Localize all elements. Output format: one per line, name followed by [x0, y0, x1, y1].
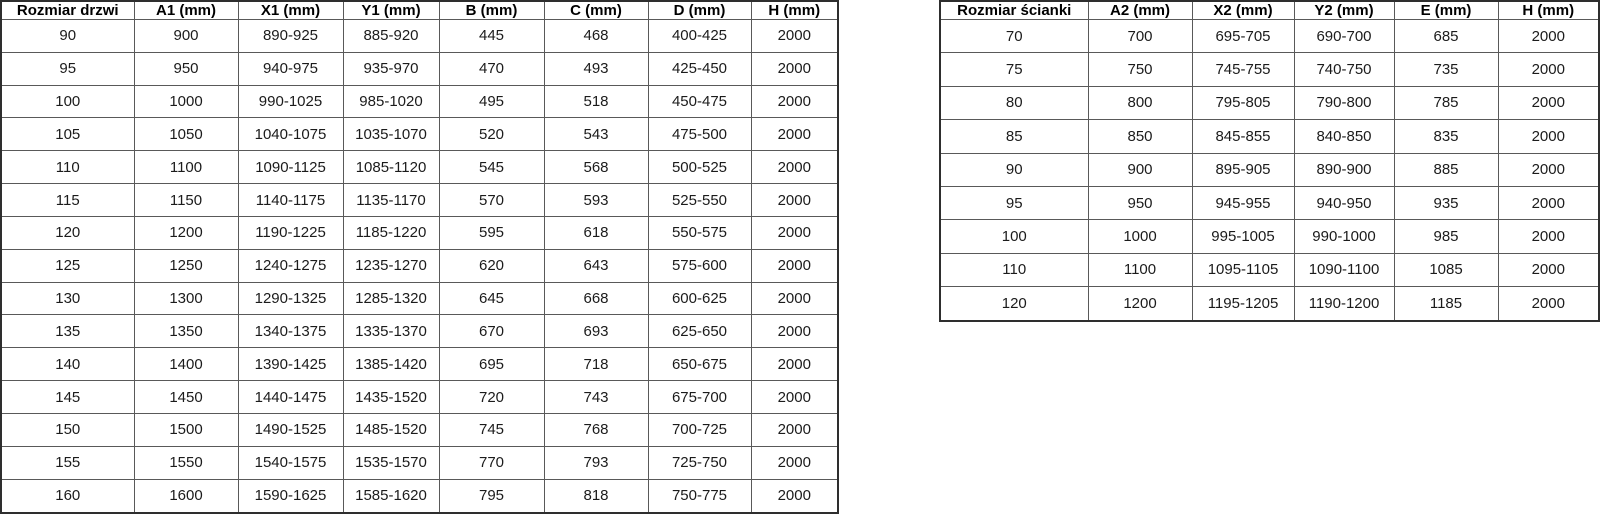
table-cell: 160 [1, 479, 134, 513]
table-cell: 100 [1, 85, 134, 118]
table-cell: 495 [439, 85, 544, 118]
table-cell: 1100 [134, 151, 238, 184]
table-row [940, 220, 1599, 253]
table-cell: 1235-1270 [343, 249, 439, 282]
table-cell: 940-950 [1294, 186, 1394, 219]
column-header: A1 (mm) [134, 1, 238, 20]
table-cell: 570 [439, 184, 544, 217]
table-row [940, 120, 1599, 153]
table-cell: 885-920 [343, 20, 439, 53]
column-header: Rozmiar drzwi [1, 1, 134, 20]
table-cell: 1000 [134, 85, 238, 118]
table-cell: 1550 [134, 446, 238, 479]
table-row [940, 86, 1599, 119]
table-cell: 2000 [1498, 287, 1599, 321]
table-cell: 835 [1394, 120, 1498, 153]
table-cell: 743 [544, 381, 648, 414]
table-cell: 840-850 [1294, 120, 1394, 153]
table-cell: 1040-1075 [238, 118, 343, 151]
table-cell: 425-450 [648, 52, 751, 85]
table-row [940, 186, 1599, 219]
door-table-header-row [1, 1, 838, 20]
table-cell: 568 [544, 151, 648, 184]
table-cell: 1085 [1394, 253, 1498, 286]
table-cell: 885 [1394, 153, 1498, 186]
table-cell: 1500 [134, 413, 238, 446]
table-cell: 468 [544, 20, 648, 53]
table-cell: 2000 [1498, 20, 1599, 53]
table-cell: 400-425 [648, 20, 751, 53]
table-cell: 2000 [1498, 120, 1599, 153]
table-cell: 90 [1, 20, 134, 53]
table-row [1, 118, 838, 151]
table-cell: 620 [439, 249, 544, 282]
table-cell: 1350 [134, 315, 238, 348]
table-row [940, 153, 1599, 186]
table-cell: 750-775 [648, 479, 751, 513]
table-cell: 95 [1, 52, 134, 85]
table-cell: 750 [1088, 53, 1192, 86]
column-header: Y1 (mm) [343, 1, 439, 20]
table-cell: 2000 [751, 446, 838, 479]
table-cell: 900 [134, 20, 238, 53]
table-cell: 2000 [751, 348, 838, 381]
column-header: D (mm) [648, 1, 751, 20]
column-header: Y2 (mm) [1294, 1, 1394, 20]
table-cell: 940-975 [238, 52, 343, 85]
table-cell: 95 [940, 186, 1088, 219]
table-cell: 518 [544, 85, 648, 118]
table-cell: 1400 [134, 348, 238, 381]
table-cell: 990-1000 [1294, 220, 1394, 253]
table-cell: 1440-1475 [238, 381, 343, 414]
column-header: H (mm) [1498, 1, 1599, 20]
table-cell: 1200 [134, 216, 238, 249]
table-cell: 80 [940, 86, 1088, 119]
table-cell: 600-625 [648, 282, 751, 315]
table-cell: 668 [544, 282, 648, 315]
table-cell: 2000 [751, 282, 838, 315]
table-cell: 1290-1325 [238, 282, 343, 315]
table-cell: 790-800 [1294, 86, 1394, 119]
table-cell: 850 [1088, 120, 1192, 153]
table-cell: 2000 [751, 249, 838, 282]
table-cell: 150 [1, 413, 134, 446]
table-cell: 1485-1520 [343, 413, 439, 446]
table-row [940, 20, 1599, 53]
table-cell: 1000 [1088, 220, 1192, 253]
table-cell: 670 [439, 315, 544, 348]
table-cell: 800 [1088, 86, 1192, 119]
table-cell: 110 [940, 253, 1088, 286]
table-cell: 115 [1, 184, 134, 217]
table-cell: 1240-1275 [238, 249, 343, 282]
table-cell: 745 [439, 413, 544, 446]
table-cell: 740-750 [1294, 53, 1394, 86]
table-cell: 990-1025 [238, 85, 343, 118]
table-cell: 2000 [751, 52, 838, 85]
table-row [1, 315, 838, 348]
table-cell: 1450 [134, 381, 238, 414]
table-row [1, 85, 838, 118]
table-cell: 793 [544, 446, 648, 479]
table-cell: 1250 [134, 249, 238, 282]
table-cell: 1190-1200 [1294, 287, 1394, 321]
table-cell: 575-600 [648, 249, 751, 282]
table-cell: 2000 [751, 315, 838, 348]
table-row [1, 20, 838, 53]
table-cell: 2000 [1498, 153, 1599, 186]
table-cell: 675-700 [648, 381, 751, 414]
table-row [1, 381, 838, 414]
table-cell: 1090-1125 [238, 151, 343, 184]
table-cell: 135 [1, 315, 134, 348]
table-cell: 890-925 [238, 20, 343, 53]
table-cell: 950 [134, 52, 238, 85]
table-cell: 695-705 [1192, 20, 1294, 53]
column-header: C (mm) [544, 1, 648, 20]
table-cell: 2000 [751, 85, 838, 118]
table-cell: 140 [1, 348, 134, 381]
table-cell: 110 [1, 151, 134, 184]
table-cell: 1590-1625 [238, 479, 343, 513]
table-row [940, 287, 1599, 321]
table-row [1, 216, 838, 249]
table-cell: 1150 [134, 184, 238, 217]
table-cell: 2000 [1498, 86, 1599, 119]
table-row [1, 348, 838, 381]
table-cell: 520 [439, 118, 544, 151]
table-cell: 1340-1375 [238, 315, 343, 348]
column-header: H (mm) [751, 1, 838, 20]
table-cell: 985 [1394, 220, 1498, 253]
table-cell: 1300 [134, 282, 238, 315]
table-cell: 618 [544, 216, 648, 249]
table-cell: 2000 [751, 184, 838, 217]
table-cell: 1435-1520 [343, 381, 439, 414]
table-cell: 2000 [751, 118, 838, 151]
column-header: B (mm) [439, 1, 544, 20]
table-cell: 2000 [1498, 253, 1599, 286]
table-cell: 2000 [751, 20, 838, 53]
table-cell: 125 [1, 249, 134, 282]
table-cell: 643 [544, 249, 648, 282]
table-cell: 155 [1, 446, 134, 479]
column-header: E (mm) [1394, 1, 1498, 20]
table-row [1, 151, 838, 184]
table-cell: 1195-1205 [1192, 287, 1294, 321]
table-cell: 593 [544, 184, 648, 217]
table-cell: 2000 [751, 216, 838, 249]
table-cell: 85 [940, 120, 1088, 153]
table-cell: 90 [940, 153, 1088, 186]
table-cell: 845-855 [1192, 120, 1294, 153]
table-cell: 950 [1088, 186, 1192, 219]
table-cell: 1185-1220 [343, 216, 439, 249]
table-cell: 1035-1070 [343, 118, 439, 151]
table-cell: 145 [1, 381, 134, 414]
table-cell: 2000 [751, 151, 838, 184]
table-cell: 795-805 [1192, 86, 1294, 119]
table-cell: 818 [544, 479, 648, 513]
table-cell: 935-970 [343, 52, 439, 85]
table-cell: 1535-1570 [343, 446, 439, 479]
table-cell: 785 [1394, 86, 1498, 119]
table-cell: 625-650 [648, 315, 751, 348]
table-cell: 2000 [1498, 220, 1599, 253]
table-cell: 735 [1394, 53, 1498, 86]
column-header: A2 (mm) [1088, 1, 1192, 20]
table-cell: 500-525 [648, 151, 751, 184]
table-cell: 795 [439, 479, 544, 513]
table-row [1, 249, 838, 282]
table-cell: 1100 [1088, 253, 1192, 286]
table-cell: 100 [940, 220, 1088, 253]
table-cell: 1285-1320 [343, 282, 439, 315]
table-cell: 1050 [134, 118, 238, 151]
table-cell: 1190-1225 [238, 216, 343, 249]
table-cell: 70 [940, 20, 1088, 53]
wall-size-table [939, 0, 1600, 322]
table-cell: 700-725 [648, 413, 751, 446]
table-cell: 1095-1105 [1192, 253, 1294, 286]
table-cell: 1390-1425 [238, 348, 343, 381]
table-cell: 2000 [751, 479, 838, 513]
table-cell: 1600 [134, 479, 238, 513]
table-row [1, 413, 838, 446]
table-cell: 1085-1120 [343, 151, 439, 184]
table-cell: 545 [439, 151, 544, 184]
column-header: X2 (mm) [1192, 1, 1294, 20]
table-cell: 1385-1420 [343, 348, 439, 381]
table-cell: 768 [544, 413, 648, 446]
table-cell: 75 [940, 53, 1088, 86]
table-cell: 1135-1170 [343, 184, 439, 217]
table-cell: 1090-1100 [1294, 253, 1394, 286]
table-cell: 725-750 [648, 446, 751, 479]
table-cell: 550-575 [648, 216, 751, 249]
table-cell: 1585-1620 [343, 479, 439, 513]
table-cell: 650-675 [648, 348, 751, 381]
table-cell: 525-550 [648, 184, 751, 217]
table-cell: 2000 [1498, 53, 1599, 86]
table-row [940, 253, 1599, 286]
table-cell: 2000 [1498, 186, 1599, 219]
table-cell: 1540-1575 [238, 446, 343, 479]
table-cell: 445 [439, 20, 544, 53]
table-cell: 2000 [751, 381, 838, 414]
table-cell: 595 [439, 216, 544, 249]
table-cell: 1185 [1394, 287, 1498, 321]
table-cell: 1490-1525 [238, 413, 343, 446]
table-cell: 935 [1394, 186, 1498, 219]
table-cell: 645 [439, 282, 544, 315]
table-cell: 945-955 [1192, 186, 1294, 219]
table-cell: 130 [1, 282, 134, 315]
table-cell: 720 [439, 381, 544, 414]
table-cell: 470 [439, 52, 544, 85]
table-cell: 120 [1, 216, 134, 249]
wall-table-header-row [940, 1, 1599, 20]
table-cell: 105 [1, 118, 134, 151]
table-cell: 475-500 [648, 118, 751, 151]
table-cell: 2000 [751, 413, 838, 446]
table-row [1, 282, 838, 315]
table-cell: 450-475 [648, 85, 751, 118]
column-header: X1 (mm) [238, 1, 343, 20]
table-row [1, 184, 838, 217]
table-cell: 770 [439, 446, 544, 479]
table-cell: 890-900 [1294, 153, 1394, 186]
table-cell: 718 [544, 348, 648, 381]
table-cell: 693 [544, 315, 648, 348]
table-cell: 985-1020 [343, 85, 439, 118]
column-header: Rozmiar ścianki [940, 1, 1088, 20]
table-cell: 1335-1370 [343, 315, 439, 348]
table-cell: 690-700 [1294, 20, 1394, 53]
table-cell: 120 [940, 287, 1088, 321]
table-cell: 543 [544, 118, 648, 151]
table-cell: 1200 [1088, 287, 1192, 321]
table-cell: 493 [544, 52, 648, 85]
table-row [1, 446, 838, 479]
table-cell: 745-755 [1192, 53, 1294, 86]
table-cell: 895-905 [1192, 153, 1294, 186]
table-cell: 695 [439, 348, 544, 381]
table-cell: 685 [1394, 20, 1498, 53]
table-cell: 700 [1088, 20, 1192, 53]
table-row [940, 53, 1599, 86]
table-cell: 1140-1175 [238, 184, 343, 217]
table-row [1, 479, 838, 513]
table-cell: 900 [1088, 153, 1192, 186]
table-row [1, 52, 838, 85]
table-cell: 995-1005 [1192, 220, 1294, 253]
